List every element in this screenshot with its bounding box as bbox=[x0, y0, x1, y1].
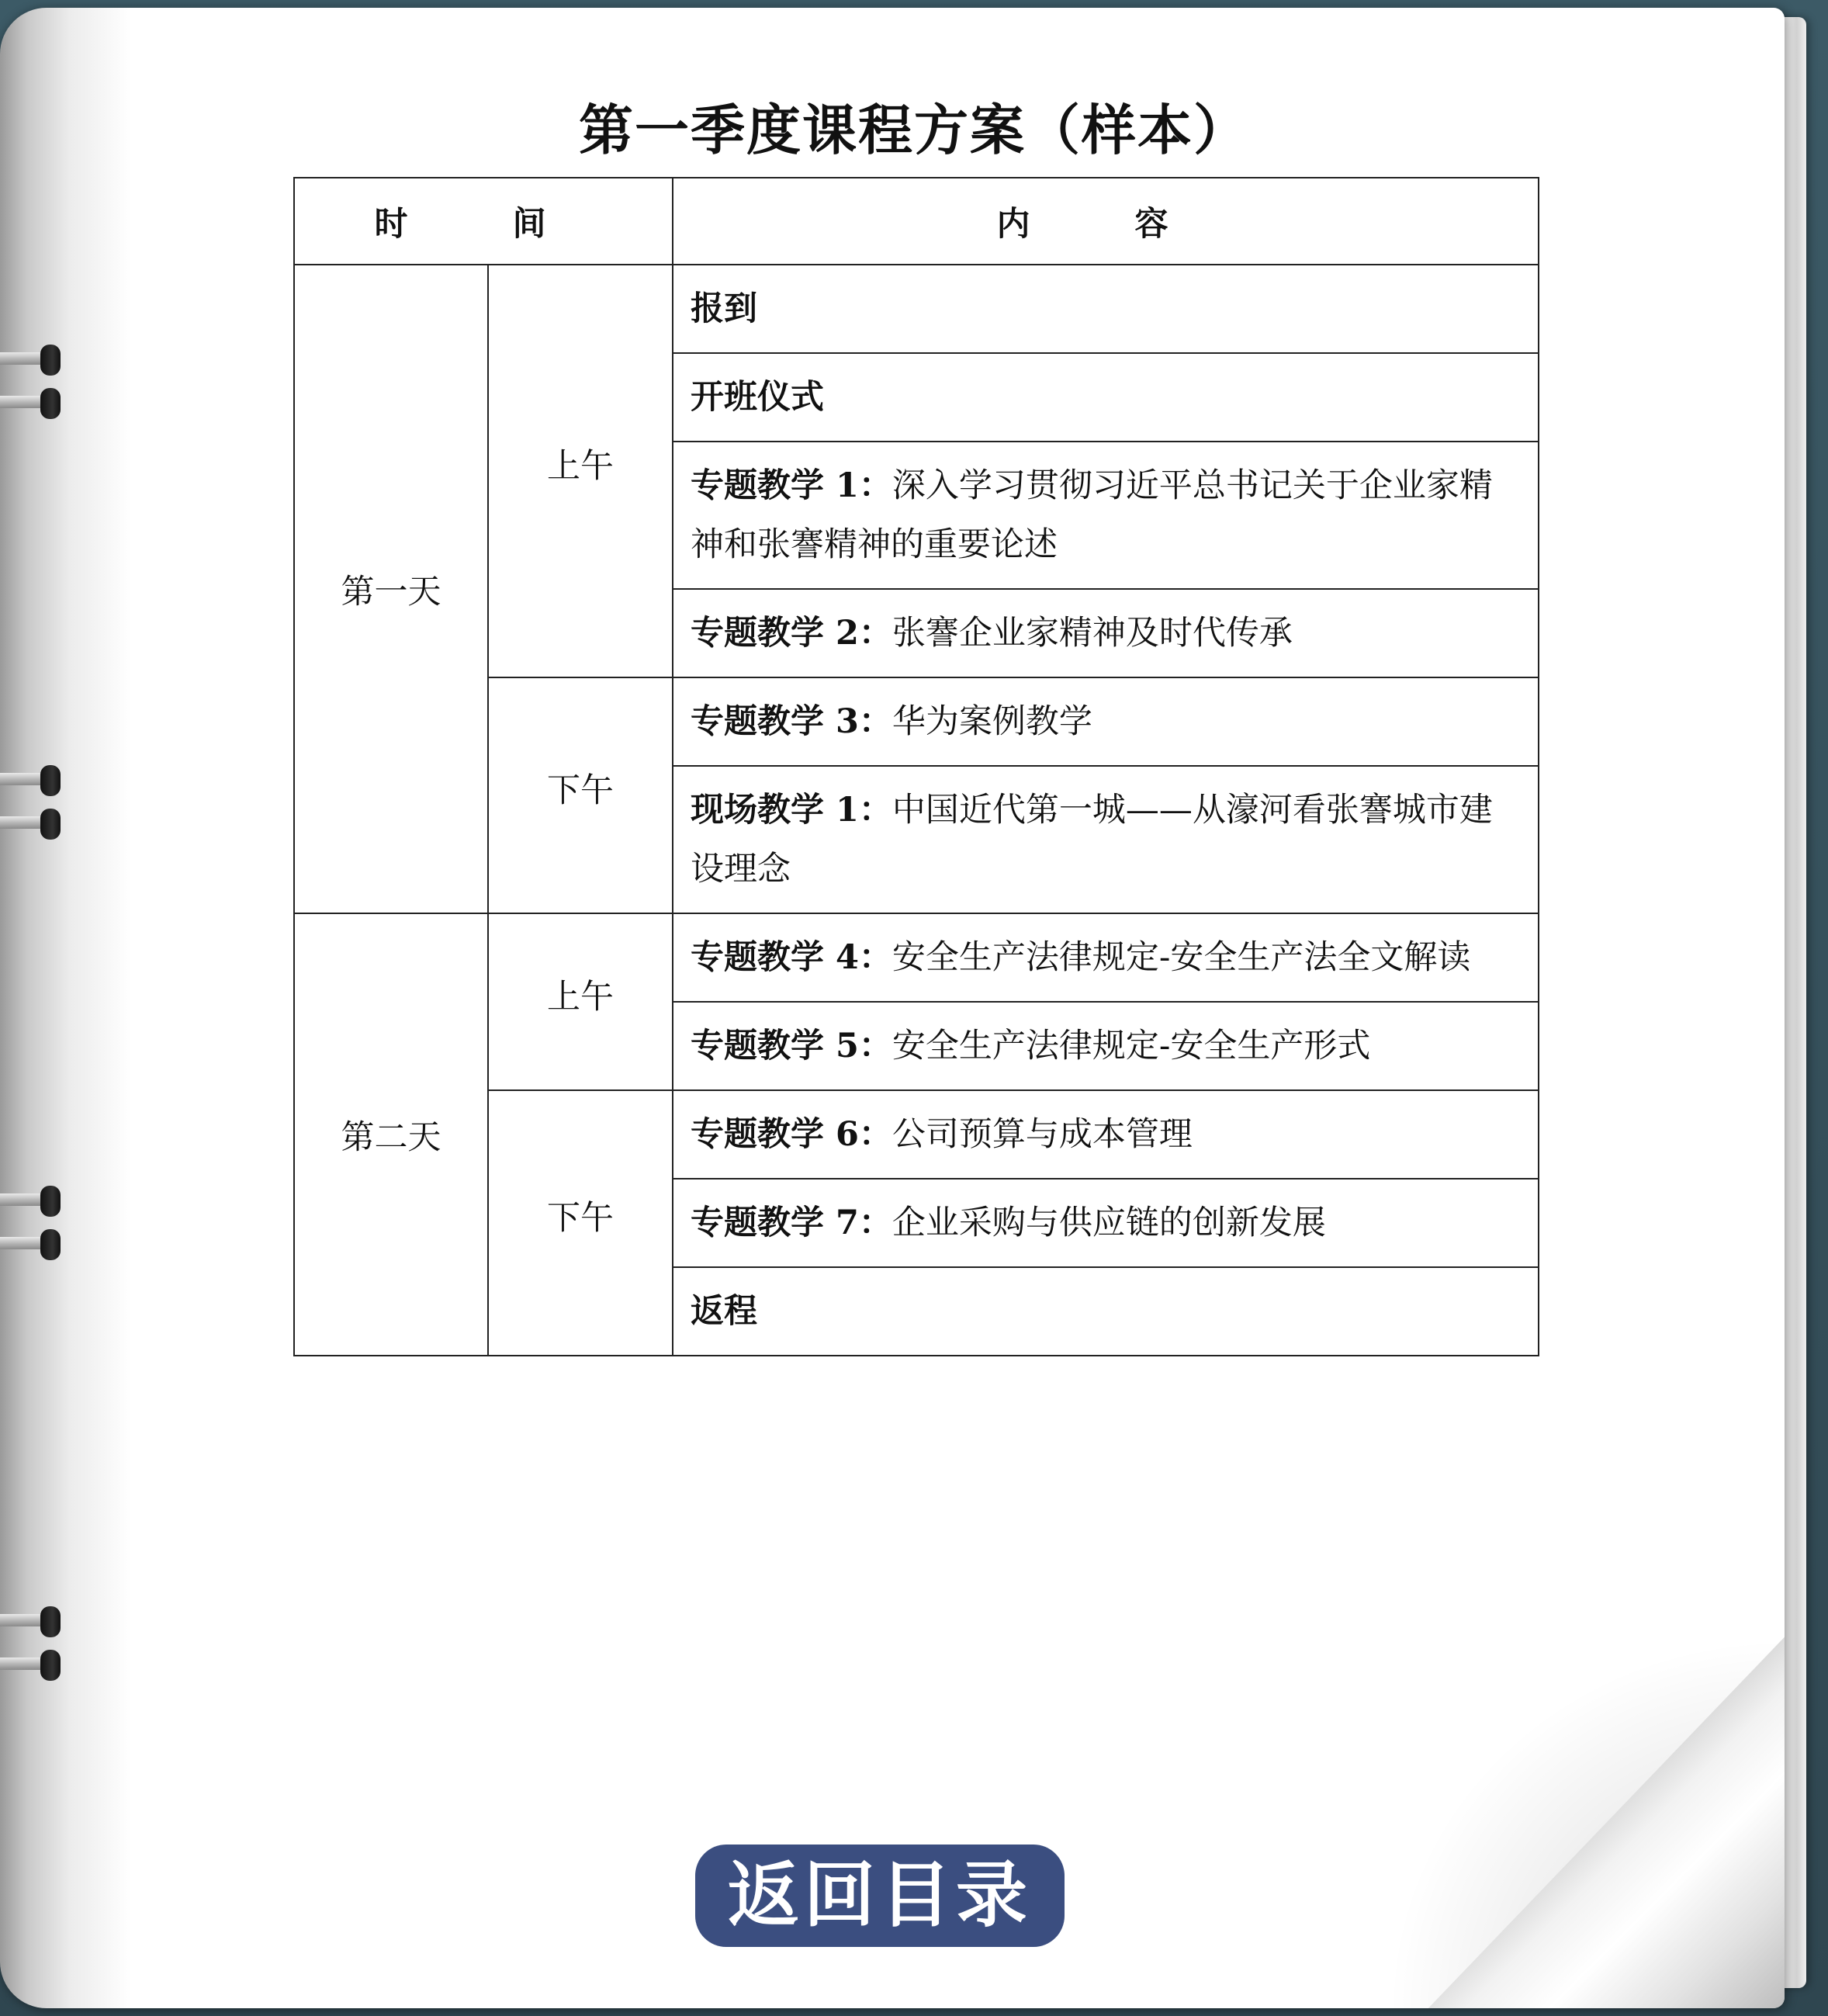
header-content: 内 容 bbox=[673, 178, 1539, 265]
schedule-item bbox=[673, 442, 1539, 589]
back-to-contents-button[interactable]: 返回目录 bbox=[695, 1845, 1065, 1947]
item-title: 报到 bbox=[691, 289, 757, 328]
day-label: 第一天 bbox=[294, 265, 488, 913]
item-title: 专题教学 2： bbox=[691, 614, 892, 653]
item-text: 安全生产法律规定-安全生产法全文解读 bbox=[891, 938, 1471, 977]
item-text: 企业采购与供应链的创新发展 bbox=[891, 1204, 1326, 1242]
schedule-item bbox=[673, 766, 1539, 913]
schedule-item bbox=[673, 1002, 1539, 1090]
item-text: 中国近代第一城——从濠河看张謇城市建设理念 bbox=[691, 791, 1493, 888]
schedule-item bbox=[673, 1090, 1539, 1179]
schedule-item bbox=[673, 677, 1539, 766]
period-label: 下午 bbox=[488, 1090, 673, 1356]
course-schedule-table bbox=[293, 177, 1539, 1356]
period-label: 上午 bbox=[488, 265, 673, 677]
table-row bbox=[294, 265, 1539, 353]
binder-ring-icon bbox=[0, 1234, 68, 1251]
schedule-item bbox=[673, 353, 1539, 442]
item-title: 专题教学 7： bbox=[691, 1204, 892, 1242]
period-label: 下午 bbox=[488, 677, 673, 913]
schedule-item bbox=[673, 589, 1539, 677]
schedule-item bbox=[673, 265, 1539, 353]
item-text: 华为案例教学 bbox=[891, 702, 1092, 741]
schedule-item bbox=[673, 913, 1539, 1002]
table-row bbox=[294, 913, 1539, 1002]
day-label: 第二天 bbox=[294, 913, 488, 1356]
binder-ring-icon bbox=[0, 770, 68, 787]
binder-ring-icon bbox=[0, 1611, 68, 1628]
binder-ring-icon bbox=[0, 349, 68, 366]
header-time: 时 间 bbox=[294, 178, 673, 265]
item-title: 专题教学 4： bbox=[691, 938, 892, 977]
schedule-item bbox=[673, 1179, 1539, 1267]
item-title: 专题教学 3： bbox=[691, 702, 892, 741]
binder-ring-icon bbox=[0, 813, 68, 830]
period-label: 上午 bbox=[488, 913, 673, 1090]
item-title: 开班仪式 bbox=[691, 378, 824, 417]
item-title: 专题教学 6： bbox=[691, 1115, 892, 1154]
item-title: 专题教学 1： bbox=[691, 466, 892, 505]
item-title: 返程 bbox=[691, 1292, 757, 1331]
binder-ring-icon bbox=[0, 393, 68, 410]
page-title: 第一季度课程方案（样本） bbox=[579, 98, 1249, 162]
binder-ring-icon bbox=[0, 1654, 68, 1671]
item-text: 深入学习贯彻习近平总书记关于企业家精神和张謇精神的重要论述 bbox=[691, 466, 1493, 564]
schedule-item bbox=[673, 1267, 1539, 1356]
binder-ring-icon bbox=[0, 1190, 68, 1207]
item-text: 张謇企业家精神及时代传承 bbox=[891, 614, 1293, 653]
item-title: 专题教学 5： bbox=[691, 1027, 892, 1065]
item-title: 现场教学 1： bbox=[691, 791, 892, 830]
item-text: 公司预算与成本管理 bbox=[891, 1115, 1193, 1154]
item-text: 安全生产法律规定-安全生产形式 bbox=[891, 1027, 1371, 1065]
